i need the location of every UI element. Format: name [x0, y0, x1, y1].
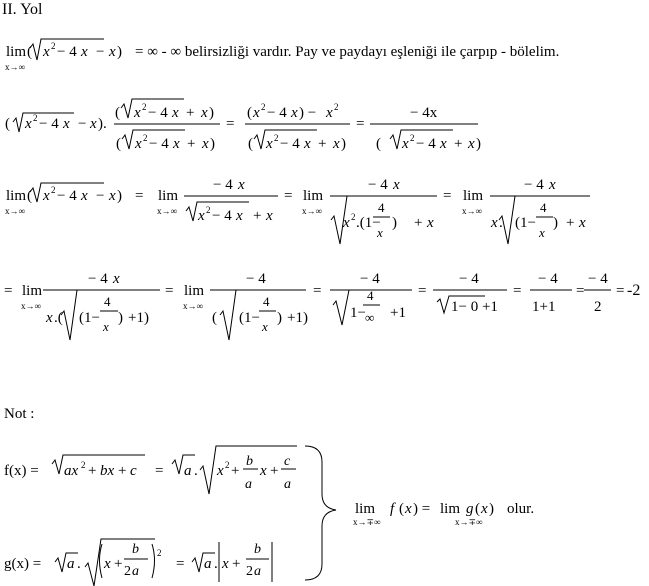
svg-text:+: +	[88, 463, 97, 479]
svg-text:): )	[209, 105, 214, 121]
svg-text:x: x	[109, 188, 116, 204]
svg-text:x: x	[109, 44, 116, 60]
svg-text:x: x	[236, 208, 243, 224]
minus-4-text: − 4	[246, 271, 266, 287]
svg-text:+: +	[414, 215, 423, 231]
lim-subscript-mp: x→∓∞	[353, 517, 381, 527]
svg-text:2: 2	[274, 133, 279, 143]
svg-text:4: 4	[104, 294, 111, 309]
heading: II. Yol	[2, 1, 43, 18]
olur-text: olur.	[507, 501, 535, 517]
svg-text:x: x	[491, 215, 498, 231]
svg-text:− 4: − 4	[588, 271, 608, 287]
svg-text:=: =	[356, 116, 365, 132]
svg-text:2: 2	[246, 564, 253, 579]
svg-text:− 4: − 4	[212, 208, 232, 224]
svg-text:b: b	[132, 542, 139, 557]
lim-text: lim	[6, 44, 27, 60]
svg-text:(1−: (1−	[79, 310, 100, 326]
svg-text:+: +	[118, 463, 127, 479]
svg-text:x: x	[333, 136, 340, 152]
svg-text:): )	[392, 215, 397, 231]
svg-text:=: =	[513, 283, 522, 299]
svg-text:=: =	[155, 463, 164, 479]
svg-text:2: 2	[142, 102, 147, 112]
svg-text:c: c	[284, 454, 291, 469]
svg-text:=: =	[313, 283, 322, 299]
g-label: g(x) =	[4, 556, 42, 572]
svg-text:): )	[118, 310, 123, 326]
svg-text:lim: lim	[355, 501, 376, 517]
svg-text:− 4: − 4	[459, 271, 479, 287]
svg-text:x: x	[202, 136, 209, 152]
svg-text:): )	[553, 215, 558, 231]
svg-text:+: +	[318, 136, 327, 152]
svg-text:4: 4	[540, 200, 547, 215]
svg-text:) =: ) =	[413, 501, 431, 517]
svg-text:4: 4	[263, 294, 270, 309]
svg-text:=: =	[418, 283, 427, 299]
svg-text:1− 0 +1: 1− 0 +1	[451, 299, 498, 315]
svg-text:+: +	[186, 105, 195, 121]
svg-text:4: 4	[378, 200, 385, 215]
svg-text:=: =	[616, 283, 625, 299]
svg-text:x: x	[63, 116, 70, 132]
svg-text:.: .	[77, 556, 81, 572]
svg-text:+: +	[231, 463, 240, 479]
svg-text:+: +	[187, 136, 196, 152]
svg-text:lim: lim	[184, 283, 205, 299]
svg-text:2: 2	[261, 102, 266, 112]
svg-text:x→∞: x→∞	[183, 301, 203, 311]
svg-text:x→∞: x→∞	[21, 301, 41, 311]
svg-text:x: x	[90, 116, 97, 132]
svg-text:− 4: − 4	[524, 177, 544, 193]
svg-text:− 4: − 4	[39, 116, 59, 132]
final-result: -2	[627, 282, 641, 299]
svg-text:x: x	[260, 463, 267, 479]
svg-text:): )	[277, 310, 282, 326]
svg-text:): )	[117, 188, 122, 204]
svg-text:− 4: − 4	[280, 136, 300, 152]
svg-text:2: 2	[157, 548, 162, 558]
svg-text:=: =	[284, 188, 293, 204]
svg-text:.(1−: .(1−	[356, 215, 381, 231]
svg-text:x→∞: x→∞	[462, 206, 482, 216]
svg-text:x→∞: x→∞	[5, 206, 25, 216]
svg-text:x: x	[402, 136, 409, 152]
svg-text:x→∞: x→∞	[302, 206, 322, 216]
svg-text:x: x	[81, 188, 88, 204]
svg-text:− 4: − 4	[57, 188, 77, 204]
svg-text:− 4: − 4	[213, 177, 233, 193]
svg-text:2: 2	[124, 564, 131, 579]
svg-text:2: 2	[143, 133, 148, 143]
svg-text:+: +	[253, 208, 262, 224]
svg-text:2: 2	[51, 41, 56, 51]
svg-text:c: c	[130, 463, 137, 479]
svg-text:x: x	[440, 136, 447, 152]
svg-text:+: +	[114, 556, 123, 572]
svg-text:− 4: − 4	[368, 177, 388, 193]
svg-text:=: =	[165, 283, 174, 299]
svg-text:lim: lim	[440, 501, 461, 517]
svg-text:=: =	[226, 116, 235, 132]
svg-text:2: 2	[51, 185, 56, 195]
lim-subscript: x→∞	[5, 62, 25, 72]
svg-text:4: 4	[367, 288, 374, 303]
svg-text:x: x	[81, 44, 88, 60]
svg-text:2: 2	[81, 460, 86, 470]
svg-text:x: x	[304, 136, 311, 152]
svg-text:+1): +1)	[128, 310, 149, 326]
svg-text:− 4: − 4	[149, 136, 169, 152]
svg-text:f: f	[390, 501, 395, 517]
svg-text:a: a	[254, 564, 261, 579]
svg-text:− 4: − 4	[267, 105, 287, 121]
svg-text:2: 2	[351, 212, 356, 222]
svg-text:(: (	[116, 136, 121, 152]
svg-text:x: x	[539, 225, 545, 240]
svg-text:x: x	[198, 208, 205, 224]
svg-text:): )	[489, 501, 494, 517]
svg-text:x: x	[104, 556, 111, 572]
svg-text:.: .	[194, 463, 198, 479]
svg-text:x: x	[468, 136, 475, 152]
svg-text:2: 2	[334, 102, 339, 112]
svg-text:1+1: 1+1	[532, 299, 556, 315]
svg-text:x: x	[43, 44, 50, 60]
svg-text:g: g	[466, 501, 474, 517]
svg-text:x: x	[427, 215, 434, 231]
svg-text:x: x	[481, 501, 488, 517]
svg-text:− 4: − 4	[538, 271, 558, 287]
svg-text:x: x	[172, 105, 179, 121]
svg-text:1−: 1−	[350, 305, 366, 321]
svg-text:+1: +1	[390, 305, 406, 321]
svg-text:+: +	[232, 556, 241, 572]
svg-text:x: x	[217, 463, 224, 479]
svg-text:(: (	[399, 501, 404, 517]
svg-text:x: x	[266, 136, 273, 152]
svg-text:2: 2	[33, 113, 38, 123]
svg-text:): )	[210, 136, 215, 152]
belirsizlik-sentence: = ∞ - ∞ belirsizliği vardır. Pay ve paydayı eşleniği ile çarpıp - bölelim.	[135, 44, 560, 60]
svg-text:): )	[476, 136, 481, 152]
svg-text:x: x	[113, 271, 120, 287]
svg-text:x: x	[46, 310, 53, 326]
svg-text:lim: lim	[463, 188, 484, 204]
svg-text:x: x	[579, 215, 586, 231]
svg-text:−: −	[96, 44, 105, 60]
svg-text:): )	[341, 136, 346, 152]
svg-text:x: x	[25, 116, 32, 132]
svg-text:.: .	[499, 215, 503, 231]
svg-text:x: x	[134, 105, 141, 121]
svg-text:=: =	[176, 556, 185, 572]
f-label: f(x) =	[4, 463, 39, 479]
svg-text:+: +	[270, 463, 279, 479]
svg-text:x: x	[393, 177, 400, 193]
svg-text:a: a	[245, 477, 252, 492]
svg-text:b: b	[254, 542, 261, 557]
svg-text:+: +	[566, 215, 575, 231]
svg-text:+: +	[454, 136, 463, 152]
svg-text:(: (	[247, 105, 252, 121]
svg-text:x: x	[326, 105, 333, 121]
svg-text:(: (	[376, 136, 381, 152]
svg-text:x: x	[549, 177, 556, 193]
svg-text:a: a	[284, 477, 291, 492]
svg-text:b: b	[246, 454, 253, 469]
svg-text:∞: ∞	[365, 310, 375, 325]
svg-text:x: x	[253, 105, 260, 121]
svg-text:(1−: (1−	[239, 310, 260, 326]
svg-text:x: x	[201, 105, 208, 121]
svg-text:− 4: − 4	[148, 105, 168, 121]
svg-text:− 4: − 4	[360, 271, 380, 287]
svg-text:+1): +1)	[287, 310, 308, 326]
svg-text:lim: lim	[158, 188, 179, 204]
svg-text:− 4: − 4	[416, 136, 436, 152]
svg-text:(: (	[248, 136, 253, 152]
svg-text:x: x	[173, 136, 180, 152]
svg-text:=: =	[135, 188, 144, 204]
svg-text:− 4: − 4	[57, 44, 77, 60]
svg-text:x: x	[291, 105, 298, 121]
svg-text:.(: .(	[54, 310, 63, 326]
svg-text:(: (	[27, 188, 32, 204]
svg-text:lim: lim	[6, 188, 27, 204]
svg-text:a: a	[132, 564, 139, 579]
svg-text:2: 2	[594, 299, 602, 315]
svg-text:a: a	[184, 463, 192, 479]
svg-text:=: =	[443, 188, 452, 204]
note-title: Not :	[4, 406, 35, 422]
svg-text:bx: bx	[100, 463, 115, 479]
svg-text:(: (	[475, 501, 480, 517]
svg-text:−: −	[96, 188, 105, 204]
svg-text:x: x	[103, 319, 109, 334]
svg-text:(: (	[115, 105, 120, 121]
svg-text:a: a	[204, 556, 212, 572]
svg-text:(1−: (1−	[515, 215, 536, 231]
svg-text:lim: lim	[303, 188, 324, 204]
svg-text:=: =	[576, 283, 585, 299]
svg-text:−: −	[78, 116, 87, 132]
minus-4x-text: − 4x	[410, 105, 438, 121]
svg-text:x: x	[343, 215, 350, 231]
svg-text:(: (	[27, 44, 32, 60]
svg-text:).: ).	[98, 116, 107, 132]
svg-text:x: x	[135, 136, 142, 152]
svg-text:.: .	[214, 556, 218, 572]
svg-text:x: x	[405, 501, 412, 517]
svg-text:2: 2	[410, 133, 415, 143]
svg-text:x→∓∞: x→∓∞	[455, 517, 483, 527]
svg-text:ax: ax	[64, 463, 79, 479]
svg-text:2: 2	[206, 205, 211, 215]
svg-text:x→∞: x→∞	[157, 206, 177, 216]
svg-text:x: x	[377, 225, 383, 240]
svg-text:x: x	[222, 556, 229, 572]
svg-text:lim: lim	[22, 283, 43, 299]
svg-text:x: x	[262, 319, 268, 334]
svg-text:− 4: − 4	[88, 271, 108, 287]
svg-text:(: (	[212, 310, 217, 326]
svg-text:(: (	[5, 116, 10, 132]
svg-text:x: x	[238, 177, 245, 193]
svg-text:a: a	[67, 556, 75, 572]
svg-text:x: x	[43, 188, 50, 204]
svg-text:=: =	[4, 283, 13, 299]
svg-text:) −: ) −	[299, 105, 317, 121]
svg-text:2: 2	[225, 460, 230, 470]
svg-text:): )	[117, 44, 122, 60]
svg-text:x: x	[266, 208, 273, 224]
